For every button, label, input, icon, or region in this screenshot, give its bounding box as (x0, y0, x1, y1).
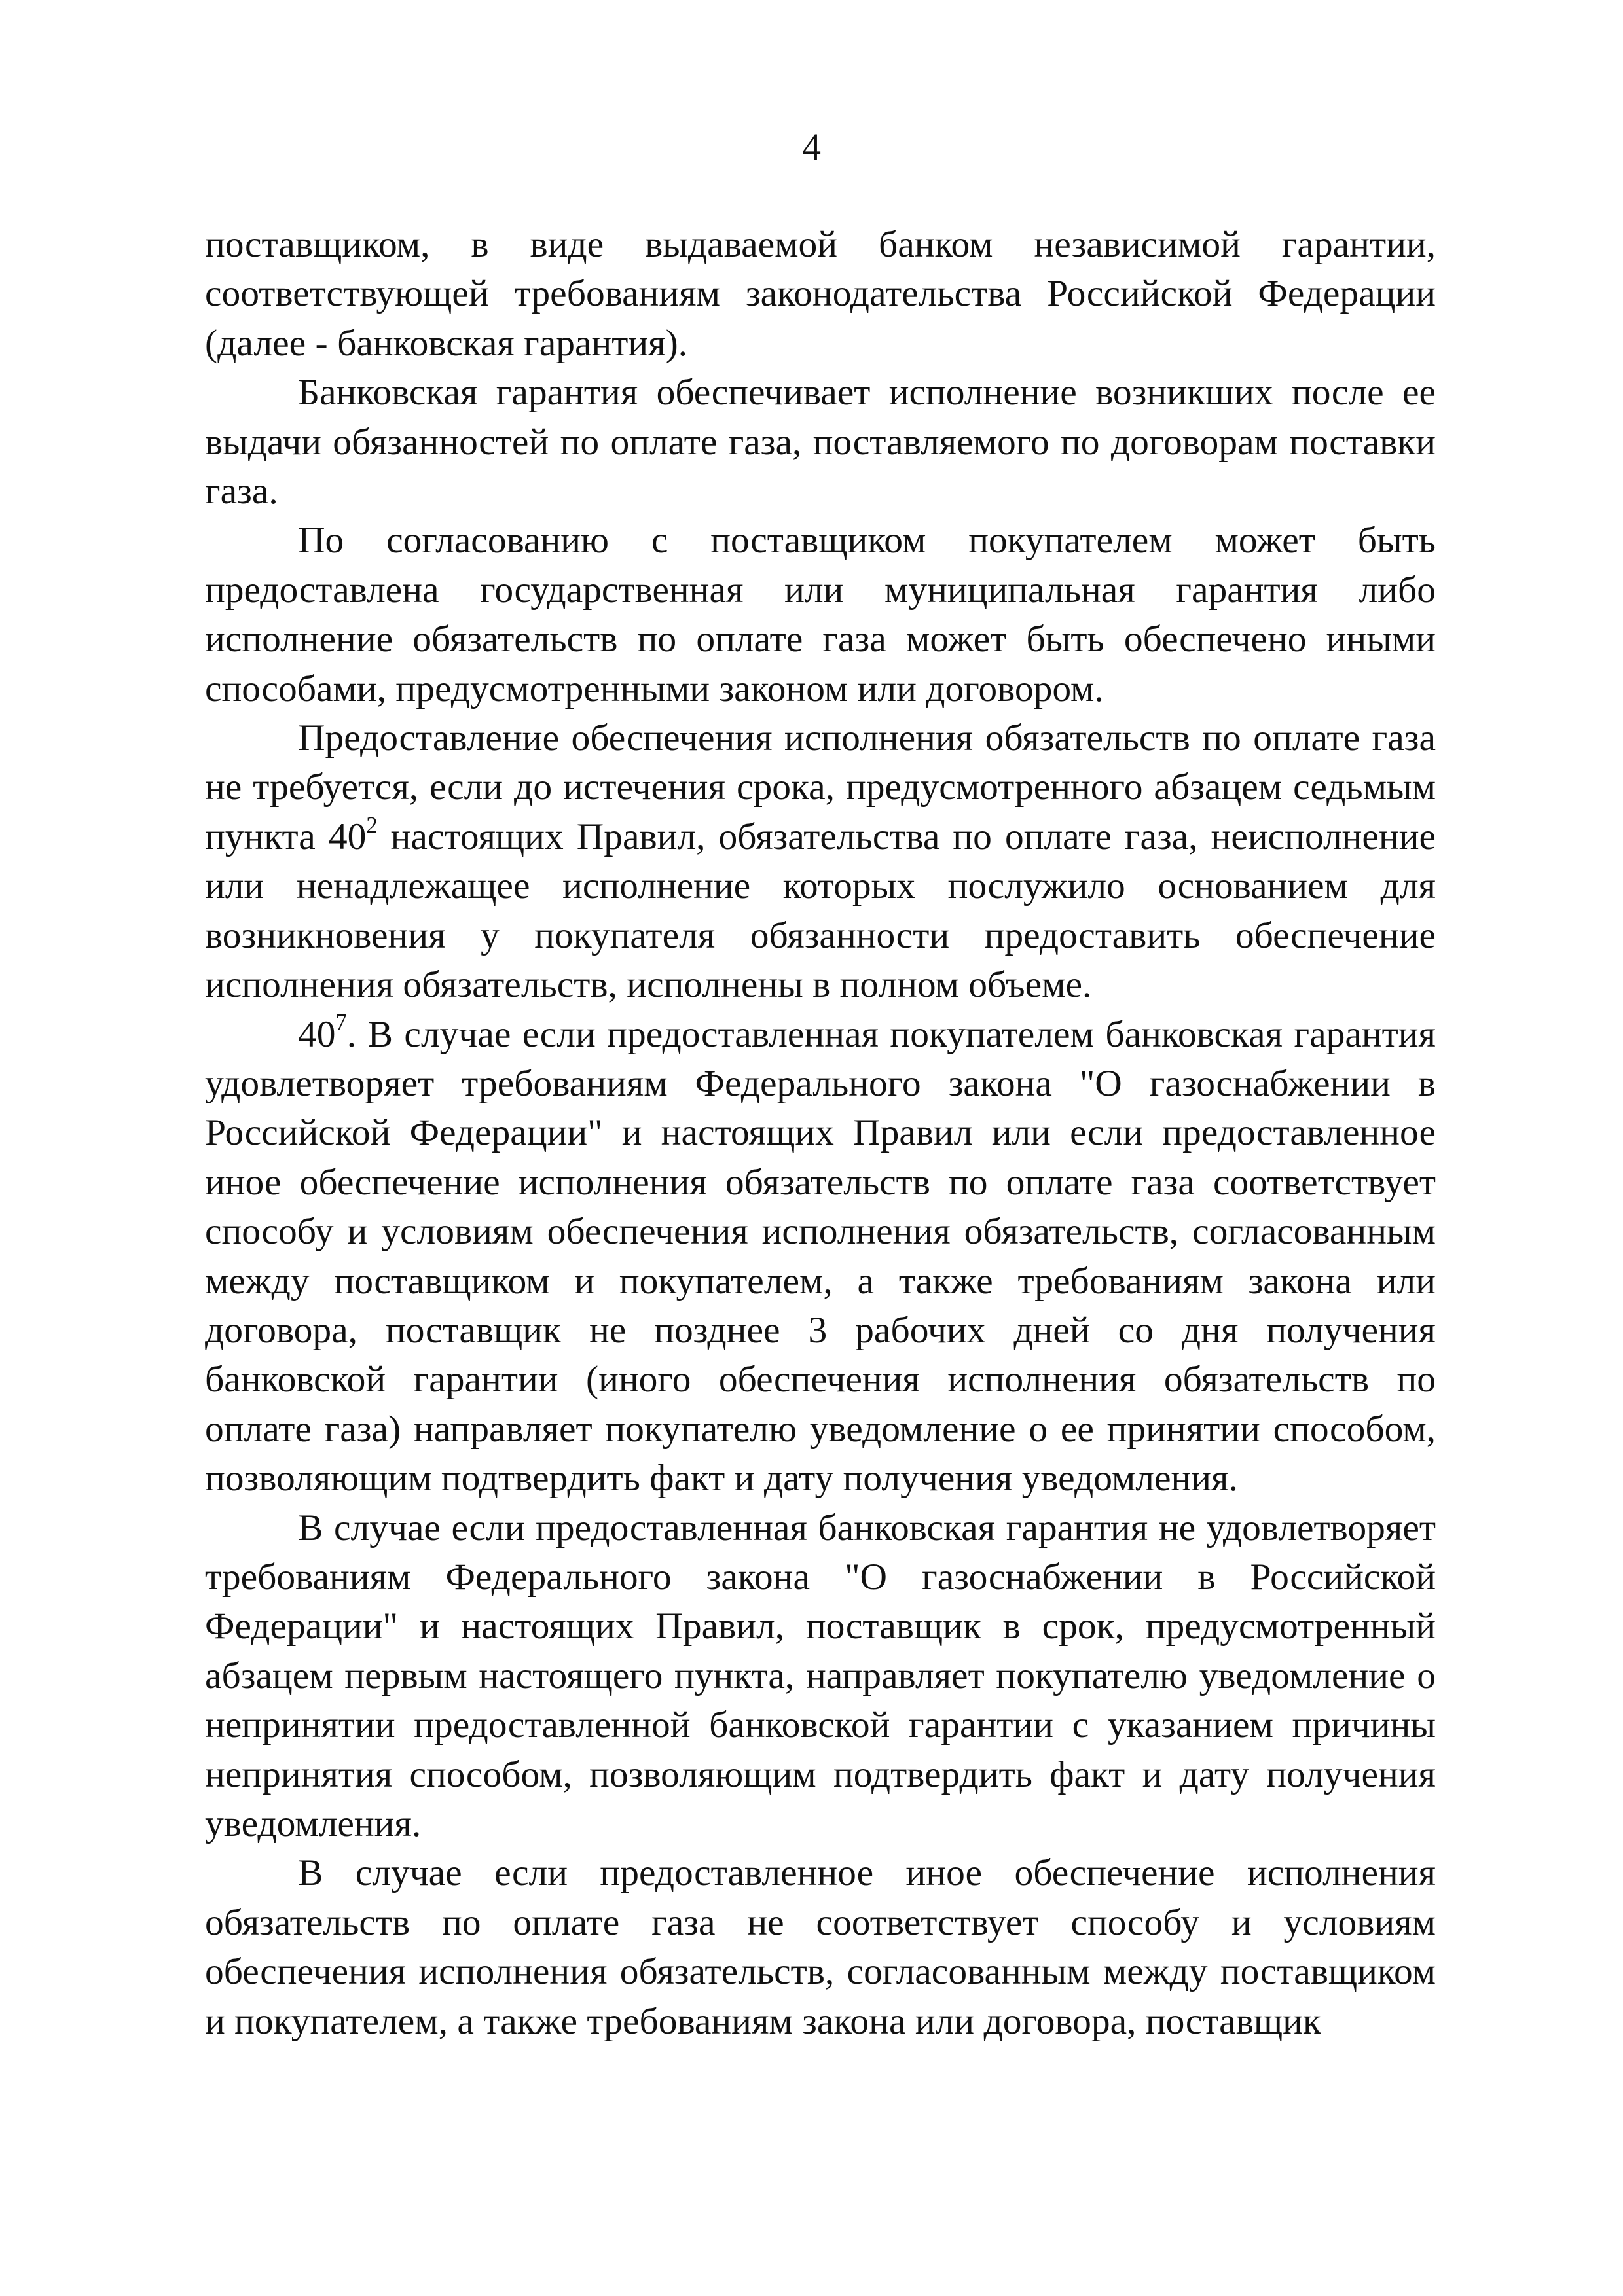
paragraph-text: . В случае если предоставленная покупателем банковская гарантия удовлетворяет требованиям Федерального закона "О газоснабжении в Российской Федерации" и настоящих Правил или если предоставленное иное обеспечение исполнения обязательств по оплате газа соответствует способу и условиям обеспечения исполнения обязательств, согласованным между поставщиком и покупателем, а также требованиям закона или договора, поставщик не позднее 3 рабочих дней со дня получения банковской гарантии (иного обеспечения исполнения обязательств по оплате газа) направляет покупателю уведомление о ее принятии способом, позволяющим подтвердить факт и дату получения уведомления. (205, 1013, 1436, 1499)
page-number: 4 (802, 126, 821, 168)
paragraph-text: Предоставление обеспечения исполнения обязательств по оплате газа не требуется, если до истечения срока, предусмотренного абзацем седьмым пункта 40 (205, 717, 1436, 857)
superscript: 7 (335, 1010, 347, 1035)
paragraph-continuation: поставщиком, в виде выдаваемой банком независимой гарантии, соответствующей требованиям законодательства Российской Федерации (далее - банковская гарантия). (205, 224, 1436, 364)
clause-number: 40 (298, 1013, 336, 1055)
paragraph-text: настоящих Правил, обязательства по оплате газа, неисполнение или ненадлежащее исполнение которых послужило основанием для возникновения у покупателя обязанности предоставить обеспечение исполнения обязательств, исполнены в полном объеме. (205, 816, 1436, 1006)
paragraph-security-not-required (205, 713, 1436, 1009)
superscript: 2 (366, 812, 378, 838)
paragraph-other-security-rejected: В случае если предоставленное иное обеспечение исполнения обязательств по оплате газа не соответствует способу и условиям обеспечения исполнения обязательств, согласованным между поставщиком и покупателем, а также требованиям закона или договора, поставщик (205, 1852, 1436, 2042)
paragraph-clause-40-7 (205, 1010, 1436, 1503)
paragraph-bank-guarantee: Банковская гарантия обеспечивает исполнение возникших после ее выдачи обязанностей по оплате газа, поставляемого по договорам поставки газа. (205, 372, 1436, 512)
document-body (205, 220, 1436, 2046)
paragraph-state-guarantee: По согласованию с поставщиком покупателем может быть предоставлена государственная или муниципальная гарантия либо исполнение обязательств по оплате газа может быть обеспечено иными способами, предусмотренными законом или договором. (205, 520, 1436, 709)
paragraph-guarantee-rejected: В случае если предоставленная банковская гарантия не удовлетворяет требованиям Федерального закона "О газоснабжении в Российской Федерации" и настоящих Правил, поставщик в срок, предусмотренный абзацем первым настоящего пункта, направляет покупателю уведомление о непринятии предоставленной банковской гарантии с указанием причины непринятия способом, позволяющим подтвердить факт и дату получения уведомления. (205, 1507, 1436, 1844)
